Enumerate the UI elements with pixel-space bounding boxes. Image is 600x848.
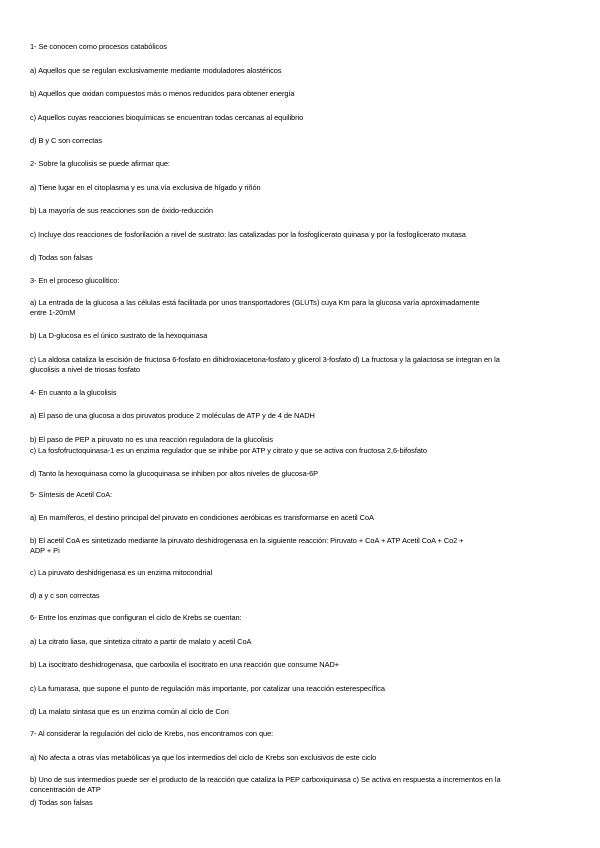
q2-option-d: d) Todas son falsas: [30, 253, 93, 262]
q5-option-c: c) La piruvato deshidrigenasa es un enzima mitocondrial: [30, 568, 213, 577]
q7-option-d: d) Todas son falsas: [30, 798, 93, 807]
q1-option-d: d) B y C son correctas: [30, 136, 103, 145]
q6-option-a: a) La citrato liasa, que sintetiza citrato a partir de malato y acetil CoA: [30, 637, 252, 646]
question-7-title: 7- Al considerar la regulación del ciclo de Krebs, nos encontramos con que:: [30, 729, 274, 738]
q6-option-b: b) La isocitrato deshidrogenasa, que carboxila el isocitrato en una reacción que consume NAD+: [30, 660, 340, 669]
question-3-title: 3- En el proceso glucolítico:: [30, 276, 120, 285]
question-1-title: 1- Se conocen como procesos catabólicos: [30, 42, 167, 51]
q4-option-c: c) La fosfofructoquinasa-1 es un enzima regulador que se inhibe por ATP y citrato y que se activa con fructosa 2,6-bifosfato: [30, 446, 427, 455]
q3-option-d-cont: glucolisis a nivel de triosas fosfato: [30, 365, 140, 374]
question-5-title: 5- Síntesis de Acetil CoA:: [30, 490, 113, 499]
q6-option-c: c) La fumarasa, que supone el punto de regulación más importante, por catalizar una reacción esterespecífica: [30, 684, 385, 693]
question-6-title: 6- Entre los enzimas que configuran el ciclo de Krebs se cuentan:: [30, 613, 242, 622]
q7-option-a: a) No afecta a otras vías metabólicas ya que los intermedios del ciclo de Krebs son exclusivos de este ciclo: [30, 753, 377, 762]
q1-option-b: b) Aquellos que oxidan compuestos más o menos reducidos para obtener energía: [30, 89, 295, 98]
q5-option-a: a) En mamíferos, el destino principal del piruvato en condiciones aeróbicas es transformarse en acetil CoA: [30, 513, 374, 522]
q3-option-a-cont: entre 1-20mM: [30, 308, 76, 317]
q3-option-c-d: c) La aldosa cataliza la escisión de fructosa 6-fosfato en dihidroxiacetona-fosfato y glicerol 3-fosfato d) La fructosa y la galactosa se integran en la: [30, 355, 500, 364]
q5-option-b: b) El acetil CoA es sintetizado mediante la piruvato deshidrogenasa en la siguiente reacción: Piruvato + CoA + ATP Acetil CoA + Co2 +: [30, 536, 464, 545]
q6-option-d: d) La malato sintasa que es un enzima común al ciclo de Cori: [30, 707, 229, 716]
question-2-title: 2- Sobre la glucolisis se puede afirmar que:: [30, 159, 170, 168]
q1-option-c: c) Aquellos cuyas reacciones bioquímicas se encuentran todas cercanas al equilibrio: [30, 113, 304, 122]
q7-option-c-cont: concentración de ATP: [30, 785, 101, 794]
q2-option-b: b) La mayoría de sus reacciones son de óxido-reducción: [30, 206, 213, 215]
q7-option-b-c: b) Uno de sus intermedios puede ser el producto de la reacción que cataliza la PEP carboxiquinasa c) Se activa en respuesta a incrementos en la: [30, 775, 501, 784]
q4-option-b: b) El paso de PEP a piruvato no es una reacción reguladora de la glucolisis: [30, 435, 274, 444]
question-4-title: 4- En cuanto a la glucolisis: [30, 388, 117, 397]
q5-option-d: d) a y c son correctas: [30, 591, 100, 600]
q1-option-a: a) Aquellos que se regulan exclusivamente mediante moduladores alostéricos: [30, 66, 282, 75]
q4-option-a: a) El paso de una glucosa a dos piruvatos produce 2 moléculas de ATP y de 4 de NADH: [30, 411, 315, 420]
q3-option-b: b) La D-glucosa es el único sustrato de la hexoquinasa: [30, 331, 208, 340]
q4-option-d: d) Tanto la hexoquinasa como la glucoquinasa se inhiben por altos niveles de glucosa-6P: [30, 469, 319, 478]
q5-option-b-cont: ADP + Pi: [30, 546, 60, 555]
q3-option-a: a) La entrada de la glucosa a las células está facilitada por unos transportadores (GLUTs) cuya Km para la glucosa varía aproximadamente: [30, 298, 480, 307]
q2-option-a: a) Tiene lugar en el citoplasma y es una vía exclusiva de hígado y riñón: [30, 183, 261, 192]
q2-option-c: c) Incluye dos reacciones de fosforilación a nivel de sustrato: las catalizadas por la fosfoglicerato quinasa y por la fosfoglicerato mutasa: [30, 230, 466, 239]
